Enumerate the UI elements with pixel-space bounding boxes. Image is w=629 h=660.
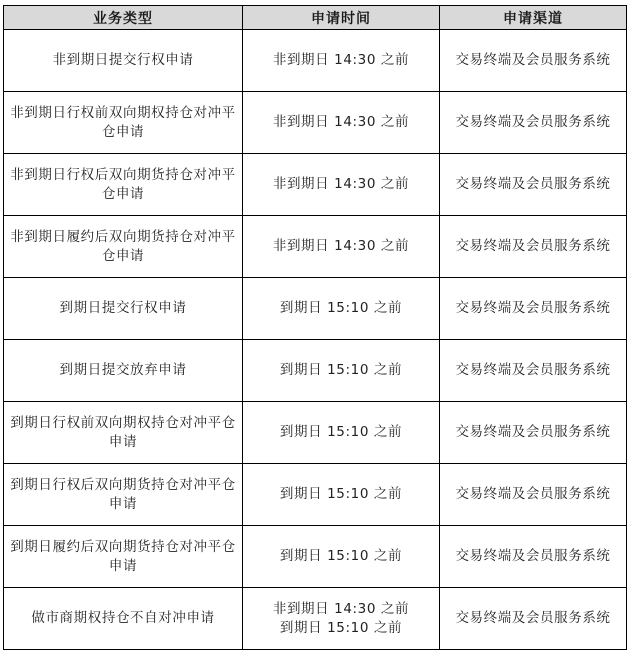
application-table-wrapper [3,5,627,650]
cell-business-type: 到期日行权前双向期权持仓对冲平仓申请 [4,402,243,464]
cell-application-time [243,30,440,92]
cell-application-time [243,464,440,526]
header-application-channel: 申请渠道 [440,6,627,30]
table-row [4,402,627,464]
time-line: 非到期日 14:30 之前 [272,114,410,130]
cell-business-type: 到期日履约后双向期货持仓对冲平仓申请 [4,526,243,588]
cell-business-type: 到期日提交放弃申请 [4,340,243,402]
table-row [4,464,627,526]
table-row [4,526,627,588]
cell-application-channel: 交易终端及会员服务系统 [440,278,627,340]
cell-application-time [243,92,440,154]
time-line: 到期日 15:10 之前 [279,424,403,440]
cell-business-type: 到期日行权后双向期货持仓对冲平仓申请 [4,464,243,526]
cell-application-time [243,402,440,464]
table-body [4,30,627,650]
cell-business-type: 非到期日履约后双向期货持仓对冲平仓申请 [4,216,243,278]
cell-business-type: 非到期日行权后双向期货持仓对冲平仓申请 [4,154,243,216]
table-row [4,92,627,154]
header-business-type: 业务类型 [4,6,243,30]
table-row [4,30,627,92]
cell-business-type: 做市商期权持仓不自对冲申请 [4,588,243,650]
cell-business-type: 非到期日提交行权申请 [4,30,243,92]
table-row [4,340,627,402]
time-line: 到期日 15:10 之前 [279,486,403,502]
cell-application-channel: 交易终端及会员服务系统 [440,154,627,216]
time-line: 到期日 15:10 之前 [279,619,403,636]
table-header-row [4,6,627,30]
table-row [4,588,627,650]
cell-application-channel: 交易终端及会员服务系统 [440,464,627,526]
cell-application-time [243,526,440,588]
time-line: 非到期日 14:30 之前 [272,600,410,617]
application-table [3,5,627,650]
cell-business-type: 非到期日行权前双向期权持仓对冲平仓申请 [4,92,243,154]
table-row [4,154,627,216]
cell-application-time [243,588,440,650]
cell-application-channel: 交易终端及会员服务系统 [440,526,627,588]
cell-business-type: 到期日提交行权申请 [4,278,243,340]
cell-application-channel: 交易终端及会员服务系统 [440,402,627,464]
cell-application-channel: 交易终端及会员服务系统 [440,340,627,402]
cell-application-time [243,340,440,402]
time-line: 非到期日 14:30 之前 [272,176,410,192]
table-row [4,278,627,340]
cell-application-channel: 交易终端及会员服务系统 [440,30,627,92]
cell-application-channel: 交易终端及会员服务系统 [440,216,627,278]
time-line: 非到期日 14:30 之前 [272,238,410,254]
cell-application-channel: 交易终端及会员服务系统 [440,588,627,650]
cell-application-time [243,216,440,278]
header-application-time: 申请时间 [243,6,440,30]
cell-application-time [243,278,440,340]
table-row [4,216,627,278]
cell-application-channel: 交易终端及会员服务系统 [440,92,627,154]
time-line: 非到期日 14:30 之前 [272,52,410,68]
cell-application-time [243,154,440,216]
time-line: 到期日 15:10 之前 [279,300,403,316]
time-line: 到期日 15:10 之前 [279,362,403,378]
time-line: 到期日 15:10 之前 [279,548,403,564]
